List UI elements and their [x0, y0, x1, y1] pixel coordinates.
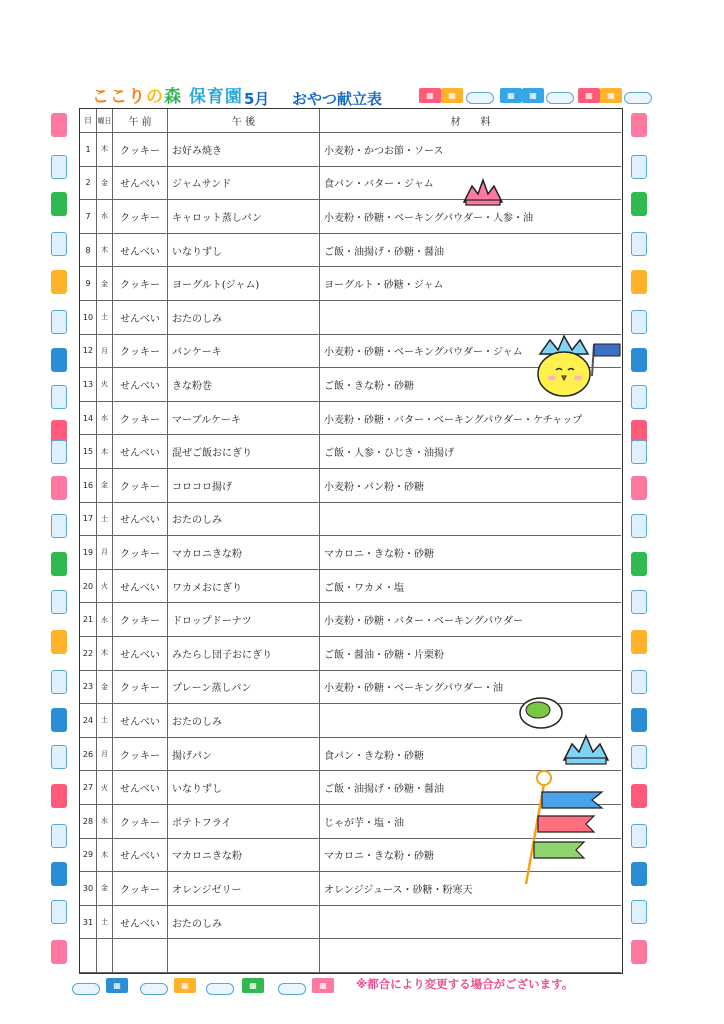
am-snack-cell: クッキー [113, 469, 168, 502]
pm-snack-cell: みたらし団子おにぎり [168, 637, 320, 670]
weekday-cell: 金 [97, 671, 113, 704]
am-snack-cell: クッキー [113, 200, 168, 233]
table-row [80, 503, 621, 537]
pm-snack-cell: ワカメおにぎり [168, 570, 320, 603]
weekday-cell: 水 [97, 603, 113, 636]
am-snack-cell: クッキー [113, 738, 168, 771]
day-cell: 19 [80, 536, 97, 569]
day-cell: 2 [80, 167, 97, 200]
materials-cell [320, 301, 621, 334]
nursery-logo [92, 82, 243, 107]
cloud-icon [51, 440, 67, 464]
day-cell: 28 [80, 805, 97, 838]
cloud-icon [631, 745, 647, 769]
pm-snack-cell: マカロニきな粉 [168, 839, 320, 872]
materials-cell: 食パン・バター・ジャム [324, 179, 434, 191]
kabuto-helmet-icon [560, 730, 612, 766]
cloud-icon [631, 310, 647, 334]
pm-snack-cell: おたのしみ [168, 704, 320, 737]
cloud-icon [51, 670, 67, 694]
fish-flag-icon [51, 552, 67, 576]
day-cell: 26 [80, 738, 97, 771]
day-cell [80, 939, 97, 972]
day-cell: 10 [80, 301, 97, 334]
fish-flag-icon: ▦ [312, 978, 334, 993]
fish-flag-icon [631, 552, 647, 576]
fish-flag-icon [631, 270, 647, 294]
weekday-cell: 金 [97, 267, 113, 300]
weekday-cell: 火 [97, 368, 113, 401]
materials-cell: じゃが芋・塩・油 [324, 817, 404, 829]
cloud-icon [51, 590, 67, 614]
am-snack-cell: せんべい [113, 839, 168, 872]
am-snack-cell: せんべい [113, 906, 168, 939]
materials-cell: 小麦粉・砂糖・ベーキングパウダー・ジャム [324, 347, 523, 359]
pm-snack-cell: ポテトフライ [168, 805, 320, 838]
fish-flag-icon [51, 348, 67, 372]
cloud-icon [631, 900, 647, 924]
fish-flag-icon: ▦ [174, 978, 196, 993]
logo-text-4: 保育園 [182, 87, 243, 107]
cloud-icon [51, 900, 67, 924]
fish-flag-icon [631, 784, 647, 808]
fish-flag-icon [51, 708, 67, 732]
logo-text-1: ここり [92, 87, 146, 107]
day-cell: 21 [80, 603, 97, 636]
materials-cell [320, 939, 621, 972]
pm-snack-cell: コロコロ揚げ [168, 469, 320, 502]
fish-flag-icon [51, 113, 67, 137]
day-cell: 22 [80, 637, 97, 670]
fish-flag-icon: ▦ [600, 88, 622, 103]
pm-snack-cell: きな粉巻 [168, 368, 320, 401]
am-snack-cell: クッキー [113, 805, 168, 838]
materials-cell: ご飯・人参・ひじき・油揚げ [324, 448, 454, 460]
day-cell: 7 [80, 200, 97, 233]
cloud-icon [466, 92, 494, 104]
weekday-cell: 木 [97, 234, 113, 267]
pm-snack-cell [168, 939, 320, 972]
koinobori-carp-streamer-icon [520, 770, 612, 888]
table-row [80, 435, 621, 469]
change-notice: ※都合により変更する場合がございます。 [356, 977, 574, 991]
fish-flag-icon: ▦ [106, 978, 128, 993]
cloud-icon [51, 745, 67, 769]
am-snack-cell: せんべい [113, 637, 168, 670]
chick-with-flag-icon [528, 330, 624, 402]
am-snack-cell: クッキー [113, 872, 168, 905]
table-row [80, 267, 621, 301]
materials-cell: 小麦粉・砂糖・バター・ベーキングパウダー・ケチャップ [324, 414, 583, 426]
cloud-icon [631, 670, 647, 694]
fish-flag-icon [51, 476, 67, 500]
am-snack-cell: せんべい [113, 704, 168, 737]
pm-snack-cell: 揚げパン [168, 738, 320, 771]
day-cell: 1 [80, 133, 97, 166]
table-row [80, 637, 621, 671]
weekday-cell: 土 [97, 301, 113, 334]
fish-flag-icon: ▦ [500, 88, 522, 103]
table-row [80, 570, 621, 604]
fish-flag-icon [631, 940, 647, 964]
weekday-cell: 木 [97, 839, 113, 872]
column-header-pm: 午 後 [168, 109, 320, 132]
pm-snack-cell: ドロップドーナツ [168, 603, 320, 636]
table-row [80, 133, 621, 167]
day-cell: 29 [80, 839, 97, 872]
fish-flag-icon [51, 862, 67, 886]
am-snack-cell: せんべい [113, 368, 168, 401]
pm-snack-cell: おたのしみ [168, 906, 320, 939]
table-header-row [80, 109, 621, 133]
weekday-cell: 木 [97, 133, 113, 166]
logo-text-3: 森 [164, 87, 182, 107]
day-cell: 15 [80, 435, 97, 468]
materials-cell: ご飯・ワカメ・塩 [324, 582, 404, 594]
fish-flag-icon: ▦ [419, 88, 441, 103]
table-row [80, 469, 621, 503]
day-cell: 9 [80, 267, 97, 300]
cloud-icon [631, 440, 647, 464]
materials-cell [320, 503, 621, 536]
fish-flag-icon [631, 476, 647, 500]
pm-snack-cell: おたのしみ [168, 301, 320, 334]
cloud-icon [51, 232, 67, 256]
kashiwa-mochi-icon [518, 696, 564, 730]
column-header-day: 日 [80, 109, 97, 132]
am-snack-cell: せんべい [113, 301, 168, 334]
materials-cell: 小麦粉・かつお節・ソース [324, 145, 444, 157]
cloud-icon [72, 983, 100, 995]
weekday-cell: 金 [97, 167, 113, 200]
day-cell: 23 [80, 671, 97, 704]
table-row [80, 906, 621, 940]
fish-flag-icon [631, 630, 647, 654]
materials-cell: ヨーグルト・砂糖・ジャム [324, 280, 444, 292]
cloud-icon [140, 983, 168, 995]
cloud-icon [206, 983, 234, 995]
am-snack-cell: せんべい [113, 503, 168, 536]
materials-cell: ご飯・きな粉・砂糖 [324, 380, 414, 392]
pm-snack-cell: おたのしみ [168, 503, 320, 536]
am-snack-cell: クッキー [113, 335, 168, 368]
fish-flag-icon [631, 192, 647, 216]
am-snack-cell: クッキー [113, 603, 168, 636]
weekday-cell: 火 [97, 771, 113, 804]
pm-snack-cell: いなりずし [168, 234, 320, 267]
fish-flag-icon [631, 708, 647, 732]
cloud-icon [51, 514, 67, 538]
cloud-icon [631, 514, 647, 538]
day-cell: 17 [80, 503, 97, 536]
fish-flag-icon: ▦ [242, 978, 264, 993]
cloud-icon [631, 155, 647, 179]
pm-snack-cell: マーブルケーキ [168, 402, 320, 435]
column-header-am: 午 前 [113, 109, 168, 132]
materials-cell [320, 906, 621, 939]
weekday-cell: 水 [97, 402, 113, 435]
am-snack-cell: クッキー [113, 536, 168, 569]
cloud-icon [51, 385, 67, 409]
pm-snack-cell: オレンジゼリー [168, 872, 320, 905]
fish-flag-icon [51, 192, 67, 216]
cloud-icon [631, 385, 647, 409]
weekday-cell: 木 [97, 637, 113, 670]
fish-flag-icon: ▦ [441, 88, 463, 103]
table-row [80, 200, 621, 234]
table-row [80, 536, 621, 570]
materials-cell: ご飯・油揚げ・砂糖・醤油 [324, 246, 444, 258]
table-row [80, 234, 621, 268]
weekday-cell: 土 [97, 503, 113, 536]
fish-flag-icon [631, 862, 647, 886]
day-cell: 20 [80, 570, 97, 603]
cloud-icon [631, 590, 647, 614]
cloud-icon [631, 232, 647, 256]
materials-cell: マカロニ・きな粉・砂糖 [324, 548, 434, 560]
cloud-icon [624, 92, 652, 104]
column-header-materials: 材 料 [450, 117, 491, 128]
pm-snack-cell: マカロニきな粉 [168, 536, 320, 569]
table-row [80, 939, 621, 973]
am-snack-cell: せんべい [113, 771, 168, 804]
table-row [80, 402, 621, 436]
cloud-icon [51, 824, 67, 848]
table-row [80, 738, 621, 772]
cloud-icon [51, 155, 67, 179]
fish-flag-icon [631, 348, 647, 372]
materials-cell: オレンジジュース・砂糖・粉寒天 [324, 884, 473, 896]
pm-snack-cell: ジャムサンド [168, 167, 320, 200]
weekday-cell: 水 [97, 805, 113, 838]
pm-snack-cell: キャロット蒸しパン [168, 200, 320, 233]
day-cell: 13 [80, 368, 97, 401]
fish-flag-icon [51, 630, 67, 654]
fish-flag-icon [51, 784, 67, 808]
page-title: おやつ献立表 [292, 90, 383, 108]
day-cell: 24 [80, 704, 97, 737]
weekday-cell: 火 [97, 570, 113, 603]
day-cell: 8 [80, 234, 97, 267]
pm-snack-cell: いなりずし [168, 771, 320, 804]
day-cell: 31 [80, 906, 97, 939]
day-cell: 14 [80, 402, 97, 435]
day-cell: 16 [80, 469, 97, 502]
am-snack-cell: クッキー [113, 671, 168, 704]
materials-cell: ご飯・醤油・砂糖・片栗粉 [324, 649, 444, 661]
pm-snack-cell: ヨーグルト(ジャム) [168, 267, 320, 300]
weekday-cell: 木 [97, 435, 113, 468]
cloud-icon [51, 310, 67, 334]
month-label: 5月 [244, 90, 270, 108]
table-row [80, 603, 621, 637]
table-row [80, 167, 621, 201]
pm-snack-cell: お好み焼き [168, 133, 320, 166]
materials-cell: 食パン・きな粉・砂糖 [324, 750, 424, 762]
fish-flag-icon: ▦ [578, 88, 600, 103]
fish-flag-icon [51, 270, 67, 294]
am-snack-cell: クッキー [113, 133, 168, 166]
materials-cell: マカロニ・きな粉・砂糖 [324, 851, 434, 863]
materials-cell: 小麦粉・パン粉・砂糖 [324, 481, 424, 493]
fish-flag-icon [51, 940, 67, 964]
am-snack-cell [113, 939, 168, 972]
am-snack-cell: せんべい [113, 234, 168, 267]
weekday-cell: 月 [97, 335, 113, 368]
weekday-cell: 金 [97, 872, 113, 905]
cloud-icon [631, 824, 647, 848]
weekday-cell: 金 [97, 469, 113, 502]
weekday-cell: 水 [97, 200, 113, 233]
am-snack-cell: クッキー [113, 402, 168, 435]
cloud-icon [546, 92, 574, 104]
am-snack-cell: せんべい [113, 435, 168, 468]
fish-flag-icon [631, 113, 647, 137]
day-cell: 27 [80, 771, 97, 804]
materials-cell: ご飯・油揚げ・砂糖・醤油 [324, 784, 444, 796]
materials-cell: 小麦粉・砂糖・ベーキングパウダー・油 [324, 683, 503, 695]
pm-snack-cell: 混ぜご飯おにぎり [168, 435, 320, 468]
weekday-cell [97, 939, 113, 972]
logo-text-2: の [146, 87, 164, 107]
column-header-weekday: 曜日 [97, 109, 113, 132]
kabuto-helmet-icon [460, 176, 506, 206]
day-cell: 12 [80, 335, 97, 368]
am-snack-cell: せんべい [113, 570, 168, 603]
am-snack-cell: クッキー [113, 267, 168, 300]
fish-flag-icon: ▦ [522, 88, 544, 103]
pm-snack-cell: パンケーキ [168, 335, 320, 368]
am-snack-cell: せんべい [113, 167, 168, 200]
materials-cell: 小麦粉・砂糖・バター・ベーキングパウダー [324, 616, 523, 628]
day-cell: 30 [80, 872, 97, 905]
cloud-icon [278, 983, 306, 995]
weekday-cell: 土 [97, 704, 113, 737]
materials-cell: 小麦粉・砂糖・ベーキングパウダー・人参・油 [324, 212, 533, 224]
pm-snack-cell: プレーン蒸しパン [168, 671, 320, 704]
weekday-cell: 月 [97, 738, 113, 771]
weekday-cell: 土 [97, 906, 113, 939]
weekday-cell: 月 [97, 536, 113, 569]
